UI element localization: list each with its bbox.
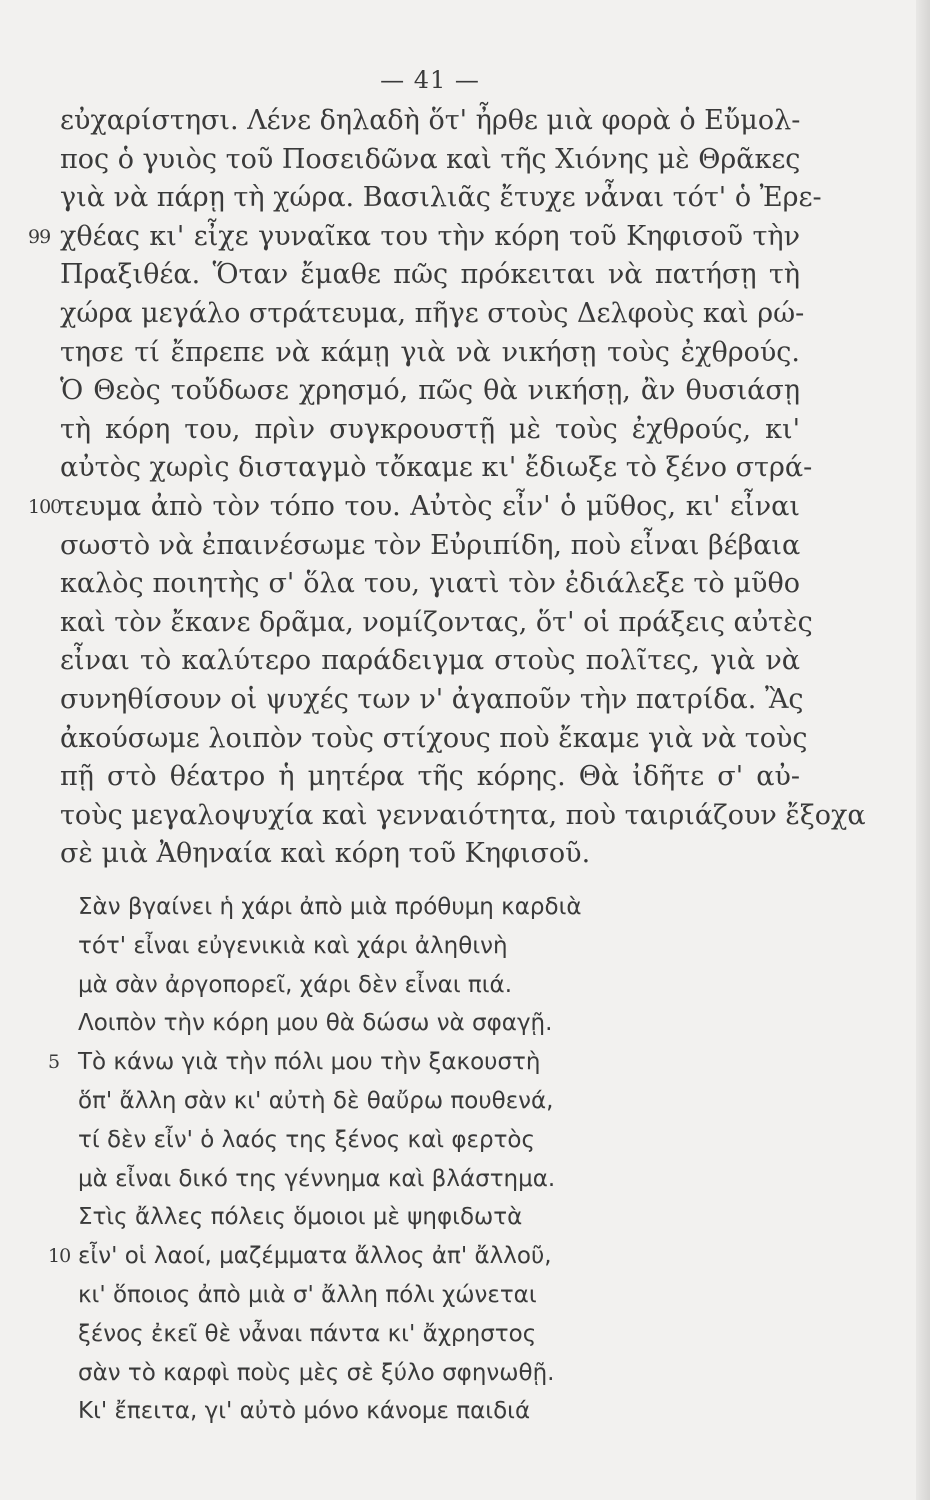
prose-text: τὴ κόρη του, πρὶν συγκρουστῇ μὲ τοὺς ἐχθρούς, κι' — [60, 413, 800, 445]
poem-line — [48, 1043, 658, 1082]
prose-line — [60, 758, 800, 797]
line-number: 100 — [28, 495, 62, 518]
verse-text: τότ' εἶναι εὐγενικιὰ καὶ χάρι ἀληθινὴ — [78, 932, 508, 959]
prose-line — [60, 179, 822, 218]
prose-line — [60, 411, 800, 450]
prose-text: καὶ τὸν ἔκανε δρᾶμα, νομίζοντας, ὅτ' οἱ πράξεις αὐτὲς — [60, 606, 813, 638]
prose-text: τησε τί ἔπρεπε νὰ κάμῃ γιὰ νὰ νικήσῃ τοὺς ἐχθρούς. — [60, 336, 800, 368]
prose-line — [60, 372, 800, 411]
verse-text: ξένος ἐκεῖ θὲ νἆναι πάντα κι' ἄχρηστος — [78, 1320, 537, 1347]
verse-text: Τὸ κάνω γιὰ τὴν πόλι μου τὴν ξακουστὴ — [78, 1049, 541, 1076]
prose-text: Ὁ Θεὸς τοὔδωσε χρησμό, πῶς θὰ νικήσῃ, ἂν θυσιάσῃ — [60, 375, 800, 407]
prose-text: γιὰ νὰ πάρῃ τὴ χώρα. Βασιλιᾶς ἔτυχε νἆναι τότ' ὁ Ἐρε- — [60, 182, 822, 214]
prose-block — [28, 102, 866, 874]
prose-line — [28, 488, 800, 527]
prose-text: σὲ μιὰ Ἀθηναία καὶ κόρη τοῦ Κηφισοῦ. — [60, 838, 591, 870]
prose-text: πῇ στὸ θέατρο ἡ μητέρα τῆς κόρης. Θὰ ἰδῆτε σ' αὐ- — [60, 761, 800, 793]
poem-line — [78, 1198, 658, 1237]
verse-text: σὰν τὸ καρφὶ ποὺς μὲς σὲ ξύλο σφηνωθῇ. — [78, 1359, 555, 1386]
prose-text: εἶναι τὸ καλύτερο παράδειγμα στοὺς πολῖτες, γιὰ νὰ — [60, 645, 800, 677]
prose-text: χώρα μεγάλο στράτευμα, πῆγε στοὺς Δελφοὺς καὶ ρώ- — [60, 297, 805, 329]
verse-text: μὰ εἶναι δικό της γέννημα καὶ βλάστημα. — [78, 1165, 556, 1192]
poem-line — [78, 1315, 658, 1354]
prose-line — [28, 218, 800, 257]
poem-line — [78, 1082, 658, 1121]
prose-line — [60, 141, 800, 180]
poem-line — [78, 1160, 658, 1199]
poem-line — [48, 1237, 658, 1276]
verse-text: Λοιπὸν τὴν κόρη μου θὰ δώσω νὰ σφαγῇ. — [78, 1010, 553, 1037]
prose-text: συνηθίσουν οἱ ψυχές των ν' ἀγαποῦν τὴν πατρίδα. Ἂς — [60, 683, 804, 715]
prose-line — [60, 720, 808, 759]
prose-line — [60, 102, 800, 141]
poem-line — [78, 966, 658, 1005]
prose-line — [60, 797, 866, 836]
prose-text: σωστὸ νὰ ἐπαινέσωμε τὸν Εὐριπίδη, ποὺ εἶναι βέβαια — [60, 529, 801, 561]
prose-text: αὐτὸς χωρὶς δισταγμὸ τὄκαμε κι' ἔδιωξε τὸ ξένο στρά- — [60, 452, 813, 484]
verse-number: 5 — [48, 1051, 60, 1074]
line-number: 99 — [28, 225, 51, 248]
prose-line — [60, 642, 800, 681]
prose-text: Πραξιθέα. Ὅταν ἔμαθε πῶς πρόκειται νὰ πατήσῃ τὴ — [60, 259, 800, 291]
poem-block — [48, 888, 658, 1431]
verse-text: Στὶς ἄλλες πόλεις ὅμοιοι μὲ ψηφιδωτὰ — [78, 1204, 523, 1231]
poem-line — [78, 1004, 658, 1043]
poem-line — [78, 1354, 658, 1393]
prose-line — [60, 565, 800, 604]
poem-line — [78, 1392, 658, 1431]
prose-line — [60, 835, 800, 874]
verse-number: 10 — [48, 1245, 71, 1268]
poem-line — [78, 1276, 658, 1315]
verse-text: τί δὲν εἶν' ὁ λαός της ξένος καὶ φερτὸς — [78, 1126, 535, 1153]
prose-line — [60, 527, 800, 566]
prose-text: τοὺς μεγαλοψυχία καὶ γενναιότητα, ποὺ ταιριάζουν ἔξοχα — [60, 799, 866, 831]
prose-line — [60, 256, 800, 295]
prose-line — [60, 604, 813, 643]
page-number: — 41 — — [380, 66, 480, 94]
prose-text: ἀκούσωμε λοιπὸν τοὺς στίχους ποὺ ἔκαμε γιὰ νὰ τοὺς — [60, 722, 808, 754]
poem-line — [78, 927, 658, 966]
prose-text: πος ὁ γυιὸς τοῦ Ποσειδῶνα καὶ τῆς Χιόνης μὲ Θρᾶκες — [60, 143, 801, 175]
prose-line — [60, 681, 804, 720]
prose-text: τευμα ἀπὸ τὸν τόπο του. Αὐτὸς εἶν' ὁ μῦθος, κι' εἶναι — [60, 490, 800, 522]
verse-text: μὰ σὰν ἀργοπορεῖ, χάρι δὲν εἶναι πιά. — [78, 971, 513, 998]
verse-text: Σὰν βγαίνει ἡ χάρι ἀπὸ μιὰ πρόθυμη καρδιὰ — [78, 894, 582, 920]
verse-text: κι' ὅποιος ἀπὸ μιὰ σ' ἄλλη πόλι χώνεται — [78, 1281, 537, 1308]
page-edge-shadow — [916, 0, 930, 1500]
poem-line — [78, 1121, 658, 1160]
prose-line — [60, 295, 805, 334]
prose-text: εὐχαρίστησι. Λένε δηλαδὴ ὅτ' ἦρθε μιὰ φορὰ ὁ Εὔμολ- — [60, 105, 801, 136]
prose-line — [60, 449, 813, 488]
prose-text: καλὸς ποιητὴς σ' ὅλα του, γιατὶ τὸν ἐδιάλεξε τὸ μῦθο — [60, 568, 800, 600]
prose-line — [60, 334, 800, 373]
verse-text: ὅπ' ἄλλη σὰν κι' αὐτὴ δὲ θαὔρω πουθενά, — [78, 1087, 554, 1114]
verse-text: Κι' ἔπειτα, γι' αὐτὸ μόνο κάνομε παιδιά — [78, 1398, 531, 1425]
prose-text: χθέας κι' εἶχε γυναῖκα του τὴν κόρη τοῦ Κηφισοῦ τὴν — [60, 220, 800, 252]
poem-line — [78, 888, 658, 927]
verse-text: εἶν' οἱ λαοί, μαζέμματα ἄλλος ἀπ' ἄλλοῦ, — [78, 1243, 552, 1270]
